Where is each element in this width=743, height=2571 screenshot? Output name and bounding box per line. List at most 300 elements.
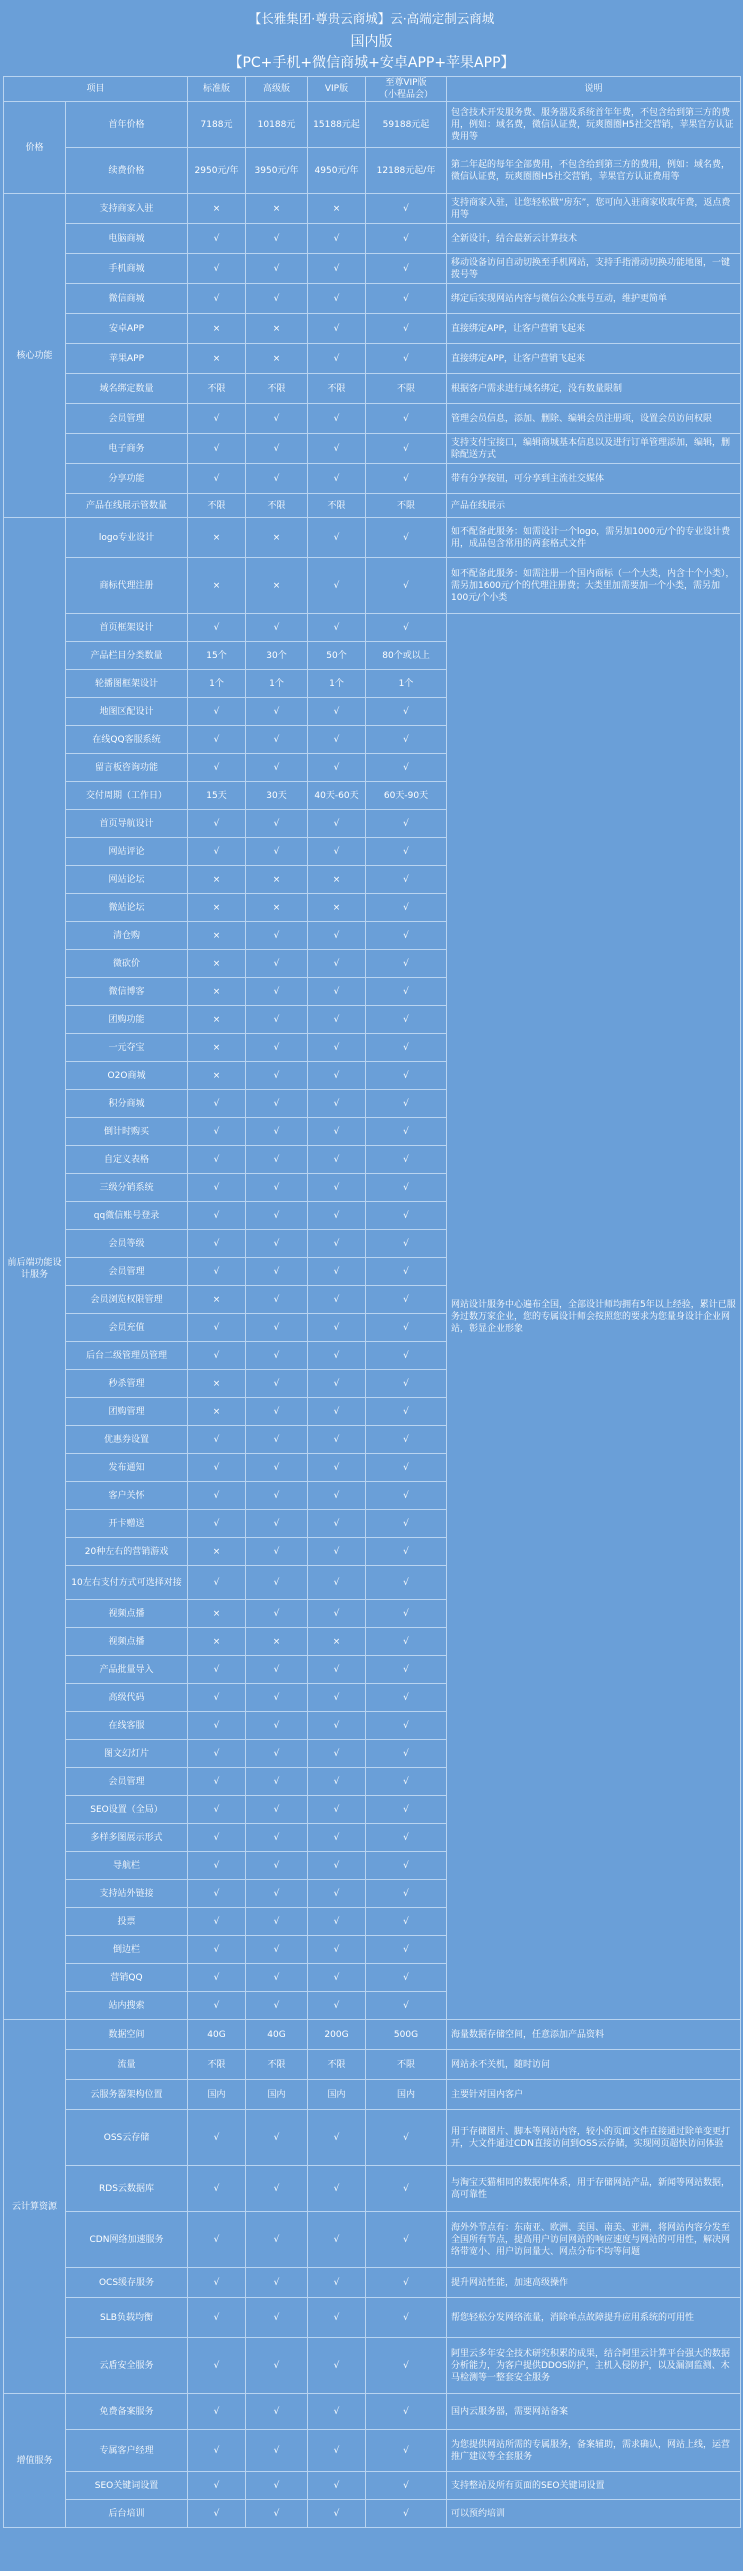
row-value-3: √: [308, 434, 366, 464]
row-value-2: √: [246, 1286, 308, 1314]
row-value-4: √: [366, 1202, 447, 1230]
row-value-3: √: [308, 2472, 366, 2500]
row-value-1: 不限: [188, 374, 246, 404]
row-value-1: √: [188, 2338, 246, 2394]
row-value-4: 12188元起/年: [366, 148, 447, 194]
row-value-4: √: [366, 1908, 447, 1936]
row-value-1: ×: [188, 1628, 246, 1656]
row-value-1: √: [188, 2212, 246, 2268]
row-value-3: √: [308, 922, 366, 950]
row-value-4: 国内: [366, 2080, 447, 2110]
row-note: 与淘宝天猫相同的数据库体系，用于存储网站产品，新闻等网站数据，高可靠性: [447, 2166, 741, 2212]
row-value-3: √: [308, 1684, 366, 1712]
row-value-1: √: [188, 1426, 246, 1454]
row-value-1: 1个: [188, 670, 246, 698]
row-value-3: 4950元/年: [308, 148, 366, 194]
row-value-1: √: [188, 1258, 246, 1286]
row-value-1: ×: [188, 558, 246, 614]
row-value-2: √: [246, 810, 308, 838]
row-value-2: √: [246, 1454, 308, 1482]
row-value-3: √: [308, 1796, 366, 1824]
row-item-label: 云盾安全服务: [66, 2338, 188, 2394]
row-item-label: 三级分销系统: [66, 1174, 188, 1202]
row-value-1: √: [188, 1964, 246, 1992]
row-value-1: √: [188, 614, 246, 642]
row-value-1: ×: [188, 922, 246, 950]
row-value-2: √: [246, 2166, 308, 2212]
row-item-label: logo专业设计: [66, 518, 188, 558]
row-value-4: √: [366, 2472, 447, 2500]
row-value-1: √: [188, 1202, 246, 1230]
row-value-4: √: [366, 2298, 447, 2338]
row-value-3: √: [308, 1034, 366, 1062]
row-note: 可以预约培训: [447, 2500, 741, 2528]
row-value-1: ×: [188, 1370, 246, 1398]
row-value-4: √: [366, 224, 447, 254]
row-item-label: 倒边栏: [66, 1936, 188, 1964]
row-value-4: √: [366, 314, 447, 344]
row-value-3: ×: [308, 1628, 366, 1656]
row-item-label: 流量: [66, 2050, 188, 2080]
row-value-4: √: [366, 1852, 447, 1880]
row-value-1: ×: [188, 978, 246, 1006]
row-value-2: 国内: [246, 2080, 308, 2110]
row-value-4: √: [366, 1398, 447, 1426]
row-item-label: SEO关键词设置: [66, 2472, 188, 2500]
row-value-1: √: [188, 698, 246, 726]
row-item-label: 网站论坛: [66, 866, 188, 894]
row-value-4: √: [366, 1656, 447, 1684]
row-value-1: √: [188, 1174, 246, 1202]
row-value-4: √: [366, 2268, 447, 2298]
row-item-label: 续费价格: [66, 148, 188, 194]
row-value-3: √: [308, 2338, 366, 2394]
row-value-2: √: [246, 1684, 308, 1712]
row-value-3: 1个: [308, 670, 366, 698]
row-value-3: √: [308, 1118, 366, 1146]
row-item-label: 商标代理注册: [66, 558, 188, 614]
row-note: 阿里云多年安全技术研究积累的成果，结合阿里云计算平台强大的数据分析能力，为客户提供DDOS防护，主机入侵防护，以及漏洞监测、木马检测等一整套安全服务: [447, 2338, 741, 2394]
row-value-3: √: [308, 2212, 366, 2268]
row-item-label: 云服务器架构位置: [66, 2080, 188, 2110]
row-value-2: ×: [246, 558, 308, 614]
row-item-label: 会员管理: [66, 404, 188, 434]
row-item-label: 营销QQ: [66, 1964, 188, 1992]
row-value-2: √: [246, 922, 308, 950]
row-value-2: √: [246, 2500, 308, 2528]
row-value-4: √: [366, 1482, 447, 1510]
row-value-2: √: [246, 434, 308, 464]
section-note: 如不配备此服务：如需设计一个logo，需另加1000元/个的专业设计费用，成品包含常用的两套格式文件: [447, 518, 741, 558]
row-value-2: 3950元/年: [246, 148, 308, 194]
row-item-label: 在线客服: [66, 1712, 188, 1740]
row-note: 移动设备访问自动切换至手机网站，支持手指滑动切换功能地图，一键拨号等: [447, 254, 741, 284]
row-value-1: √: [188, 1482, 246, 1510]
row-value-3: √: [308, 1824, 366, 1852]
row-item-label: 微砍价: [66, 950, 188, 978]
row-value-2: √: [246, 254, 308, 284]
row-value-2: √: [246, 1034, 308, 1062]
row-value-2: 不限: [246, 374, 308, 404]
row-value-1: 不限: [188, 2050, 246, 2080]
row-value-4: √: [366, 1006, 447, 1034]
row-value-1: ×: [188, 1062, 246, 1090]
row-value-4: √: [366, 838, 447, 866]
row-value-3: √: [308, 344, 366, 374]
row-value-3: √: [308, 1852, 366, 1880]
row-value-3: √: [308, 404, 366, 434]
row-item-label: 分享功能: [66, 464, 188, 494]
row-value-4: √: [366, 2430, 447, 2472]
row-value-4: √: [366, 754, 447, 782]
row-note: 主要针对国内客户: [447, 2080, 741, 2110]
row-item-label: 团购管理: [66, 1398, 188, 1426]
row-value-4: 60天-90天: [366, 782, 447, 810]
row-value-2: ×: [246, 194, 308, 224]
row-value-2: √: [246, 1006, 308, 1034]
row-value-4: √: [366, 1510, 447, 1538]
row-value-1: √: [188, 810, 246, 838]
row-value-1: √: [188, 2298, 246, 2338]
row-item-label: 电脑商城: [66, 224, 188, 254]
row-value-1: √: [188, 1880, 246, 1908]
row-value-4: √: [366, 1768, 447, 1796]
row-value-4: √: [366, 1712, 447, 1740]
row-value-3: √: [308, 1202, 366, 1230]
row-value-2: √: [246, 1314, 308, 1342]
row-value-4: √: [366, 464, 447, 494]
table-row: [4, 434, 741, 464]
row-value-2: √: [246, 284, 308, 314]
row-note: 海外外节点有：东南亚、欧洲、美国、南美、亚洲，将网站内容分发至全国所有节点，提高用户访问网站的响应速度与网站的可用性，解决网络带宽小、用户访问量大、网点分布不均等问题: [447, 2212, 741, 2268]
row-value-4: √: [366, 950, 447, 978]
table-row: [4, 2212, 741, 2268]
row-value-4: √: [366, 1258, 447, 1286]
row-value-2: √: [246, 1740, 308, 1768]
row-value-3: √: [308, 1936, 366, 1964]
row-value-2: √: [246, 1370, 308, 1398]
row-item-label: 安卓APP: [66, 314, 188, 344]
table-row: [4, 102, 741, 148]
row-value-3: √: [308, 978, 366, 1006]
row-value-3: 国内: [308, 2080, 366, 2110]
row-value-2: √: [246, 2110, 308, 2166]
row-value-3: √: [308, 754, 366, 782]
table-row: [4, 2472, 741, 2500]
row-value-4: √: [366, 1824, 447, 1852]
row-item-label: 20种左右的营销游戏: [66, 1538, 188, 1566]
table-row: [4, 2394, 741, 2430]
row-value-3: √: [308, 314, 366, 344]
row-value-1: √: [188, 254, 246, 284]
table-row: [4, 2338, 741, 2394]
row-value-1: √: [188, 1510, 246, 1538]
row-item-label: 免费备案服务: [66, 2394, 188, 2430]
row-item-label: 微信博客: [66, 978, 188, 1006]
table-row: [4, 518, 741, 558]
row-item-label: 网站评论: [66, 838, 188, 866]
row-value-2: √: [246, 1090, 308, 1118]
row-value-3: √: [308, 810, 366, 838]
row-note: 直接绑定APP，让客户营销飞起来: [447, 314, 741, 344]
row-value-2: 30个: [246, 642, 308, 670]
row-value-4: √: [366, 1796, 447, 1824]
table-row: [4, 2050, 741, 2080]
row-value-4: √: [366, 2500, 447, 2528]
row-value-3: √: [308, 284, 366, 314]
row-value-2: √: [246, 1936, 308, 1964]
row-value-4: √: [366, 1600, 447, 1628]
table-row: [4, 614, 741, 642]
row-item-label: 域名绑定数量: [66, 374, 188, 404]
row-value-1: 15天: [188, 782, 246, 810]
row-item-label: 会员管理: [66, 1768, 188, 1796]
row-item-label: SEO设置（全局）: [66, 1796, 188, 1824]
row-value-3: √: [308, 1538, 366, 1566]
row-note: 管理会员信息，添加、删除、编辑会员注册项，设置会员访问权限: [447, 404, 741, 434]
row-value-4: √: [366, 978, 447, 1006]
row-value-4: √: [366, 810, 447, 838]
row-value-4: √: [366, 1090, 447, 1118]
row-note: 全新设计，结合最新云计算技术: [447, 224, 741, 254]
row-value-3: √: [308, 726, 366, 754]
row-value-4: 不限: [366, 2050, 447, 2080]
row-value-3: √: [308, 1258, 366, 1286]
row-note: 提升网站性能，加速高级操作: [447, 2268, 741, 2298]
section-note: 如不配备此服务：如需注册一个国内商标（一个大类，内含十个小类），需另加1600元/个的代理注册费；大类里加需要加一个小类，需另加100元/个小类: [447, 558, 741, 614]
row-value-3: 40天-60天: [308, 782, 366, 810]
row-value-4: √: [366, 1454, 447, 1482]
row-item-label: 多样多图展示形式: [66, 1824, 188, 1852]
row-value-3: √: [308, 1566, 366, 1600]
row-note: 支持整站及所有页面的SEO关键词设置: [447, 2472, 741, 2500]
row-item-label: 会员等级: [66, 1230, 188, 1258]
row-value-2: √: [246, 754, 308, 782]
row-value-1: ×: [188, 894, 246, 922]
row-value-3: √: [308, 1992, 366, 2020]
row-value-1: √: [188, 1768, 246, 1796]
row-note: 为您提供网站所需的专属服务，备案辅助，需求确认，网站上线，运营推广建议等全套服务: [447, 2430, 741, 2472]
row-value-2: ×: [246, 894, 308, 922]
row-item-label: 苹果APP: [66, 344, 188, 374]
row-value-2: √: [246, 1992, 308, 2020]
row-value-4: √: [366, 866, 447, 894]
row-value-4: √: [366, 194, 447, 224]
row-item-label: 秒杀管理: [66, 1370, 188, 1398]
row-value-2: √: [246, 1062, 308, 1090]
row-value-4: 500G: [366, 2020, 447, 2050]
row-value-4: √: [366, 558, 447, 614]
row-value-3: √: [308, 1482, 366, 1510]
row-item-label: 客户关怀: [66, 1482, 188, 1510]
row-value-2: ×: [246, 866, 308, 894]
row-value-2: √: [246, 1712, 308, 1740]
row-value-1: √: [188, 726, 246, 754]
row-value-2: √: [246, 950, 308, 978]
row-value-2: √: [246, 726, 308, 754]
row-note: 网站永不关机，随时访问: [447, 2050, 741, 2080]
row-value-3: 15188元起: [308, 102, 366, 148]
row-value-3: √: [308, 464, 366, 494]
row-value-4: √: [366, 1342, 447, 1370]
table-row: [4, 374, 741, 404]
row-value-2: ×: [246, 314, 308, 344]
row-value-2: √: [246, 2338, 308, 2394]
table-row: [4, 2298, 741, 2338]
column-header-4: 至尊VIP版 （小程品会）: [366, 77, 447, 102]
table-row: [4, 494, 741, 518]
row-value-1: 不限: [188, 494, 246, 518]
row-value-3: √: [308, 1062, 366, 1090]
row-item-label: 清仓购: [66, 922, 188, 950]
row-value-1: √: [188, 1824, 246, 1852]
row-item-label: 电子商务: [66, 434, 188, 464]
row-value-4: 80个或以上: [366, 642, 447, 670]
row-value-2: √: [246, 404, 308, 434]
row-value-4: √: [366, 1118, 447, 1146]
header-line-1: 【长雅集团·尊贵云商城】云·高端定制云商城: [248, 11, 495, 26]
row-value-4: √: [366, 254, 447, 284]
row-value-1: √: [188, 434, 246, 464]
row-value-3: ×: [308, 194, 366, 224]
table-row: [4, 284, 741, 314]
row-value-4: √: [366, 1174, 447, 1202]
row-item-label: 数据空间: [66, 2020, 188, 2050]
row-value-4: √: [366, 1628, 447, 1656]
row-value-4: √: [366, 1880, 447, 1908]
row-value-2: √: [246, 698, 308, 726]
row-value-3: √: [308, 1656, 366, 1684]
row-value-4: √: [366, 344, 447, 374]
table-row: [4, 2268, 741, 2298]
row-item-label: 积分商城: [66, 1090, 188, 1118]
row-note: 直接绑定APP，让客户营销飞起来: [447, 344, 741, 374]
row-note: 海量数据存储空间，任意添加产品资料: [447, 2020, 741, 2050]
row-item-label: 支持商家入驻: [66, 194, 188, 224]
row-value-2: √: [246, 1768, 308, 1796]
row-value-2: √: [246, 1538, 308, 1566]
row-value-2: √: [246, 1230, 308, 1258]
row-value-1: ×: [188, 950, 246, 978]
row-value-4: 1个: [366, 670, 447, 698]
row-value-4: √: [366, 2212, 447, 2268]
section-label: 增值服务: [4, 2394, 66, 2528]
row-item-label: 后台培训: [66, 2500, 188, 2528]
row-note: 支持商家入驻，让您轻松做“房东”，您可向入驻商家收取年费，返点费用等: [447, 194, 741, 224]
row-value-1: 7188元: [188, 102, 246, 148]
row-value-2: √: [246, 2394, 308, 2430]
row-value-4: 59188元起: [366, 102, 447, 148]
row-value-1: ×: [188, 1600, 246, 1628]
row-value-3: √: [308, 698, 366, 726]
row-item-label: 团购功能: [66, 1006, 188, 1034]
row-value-1: ×: [188, 314, 246, 344]
row-value-4: √: [366, 1314, 447, 1342]
row-value-3: 不限: [308, 494, 366, 518]
row-value-2: √: [246, 1258, 308, 1286]
row-value-3: √: [308, 2394, 366, 2430]
row-value-1: √: [188, 1712, 246, 1740]
row-item-label: 地图区配设计: [66, 698, 188, 726]
row-value-3: √: [308, 2166, 366, 2212]
row-item-label: 高级代码: [66, 1684, 188, 1712]
header-line-2: 国内版: [350, 34, 393, 50]
row-value-1: √: [188, 1908, 246, 1936]
row-value-1: √: [188, 1936, 246, 1964]
row-item-label: 交付周期（工作日）: [66, 782, 188, 810]
row-value-3: √: [308, 558, 366, 614]
row-value-1: ×: [188, 1034, 246, 1062]
column-header-1: 标准版: [188, 77, 246, 102]
row-value-3: √: [308, 1398, 366, 1426]
section-label: 价格: [4, 102, 66, 194]
row-value-3: √: [308, 1286, 366, 1314]
row-value-1: 2950元/年: [188, 148, 246, 194]
row-value-2: √: [246, 1146, 308, 1174]
row-value-2: √: [246, 1398, 308, 1426]
row-value-2: √: [246, 224, 308, 254]
row-value-4: √: [366, 1964, 447, 1992]
row-value-2: 1个: [246, 670, 308, 698]
row-value-4: √: [366, 1062, 447, 1090]
row-value-4: √: [366, 698, 447, 726]
table-row: [4, 194, 741, 224]
row-item-label: 首年价格: [66, 102, 188, 148]
row-value-4: √: [366, 2110, 447, 2166]
row-value-1: √: [188, 838, 246, 866]
table-row: [4, 344, 741, 374]
row-note: 根据客户需求进行域名绑定，没有数量限制: [447, 374, 741, 404]
row-value-1: √: [188, 464, 246, 494]
header-line-3: 【PC+手机+微信商城+安卓APP+苹果APP】: [228, 55, 515, 71]
row-value-3: √: [308, 1880, 366, 1908]
row-value-4: √: [366, 894, 447, 922]
table-row: [4, 224, 741, 254]
row-item-label: 留言板咨询功能: [66, 754, 188, 782]
row-item-label: 微信商城: [66, 284, 188, 314]
row-value-4: √: [366, 922, 447, 950]
row-value-2: √: [246, 464, 308, 494]
row-value-2: √: [246, 2268, 308, 2298]
row-note: 用于存储图片、脚本等网站内容，较小的页面文件直接通过除单变更打开，大文件通过CDN直接访问到OSS云存储，实现网页超快访问体验: [447, 2110, 741, 2166]
column-header-note: 说明: [447, 77, 741, 102]
row-value-3: √: [308, 1090, 366, 1118]
row-value-4: 不限: [366, 494, 447, 518]
row-value-3: √: [308, 614, 366, 642]
row-value-1: √: [188, 1566, 246, 1600]
row-value-3: √: [308, 838, 366, 866]
row-value-2: 不限: [246, 494, 308, 518]
table-row: [4, 2166, 741, 2212]
row-value-4: 不限: [366, 374, 447, 404]
row-value-2: 40G: [246, 2020, 308, 2050]
row-item-label: 导航栏: [66, 1852, 188, 1880]
row-value-3: √: [308, 1370, 366, 1398]
row-value-1: ×: [188, 1398, 246, 1426]
row-value-1: √: [188, 1740, 246, 1768]
row-value-3: √: [308, 1174, 366, 1202]
row-item-label: 投票: [66, 1908, 188, 1936]
row-value-1: √: [188, 1796, 246, 1824]
section-label: 核心功能: [4, 194, 66, 518]
row-value-1: √: [188, 754, 246, 782]
row-value-1: √: [188, 1852, 246, 1880]
row-item-label: O2O商城: [66, 1062, 188, 1090]
row-value-1: ×: [188, 518, 246, 558]
row-value-2: √: [246, 1566, 308, 1600]
row-item-label: OCS缓存服务: [66, 2268, 188, 2298]
row-value-4: √: [366, 1034, 447, 1062]
